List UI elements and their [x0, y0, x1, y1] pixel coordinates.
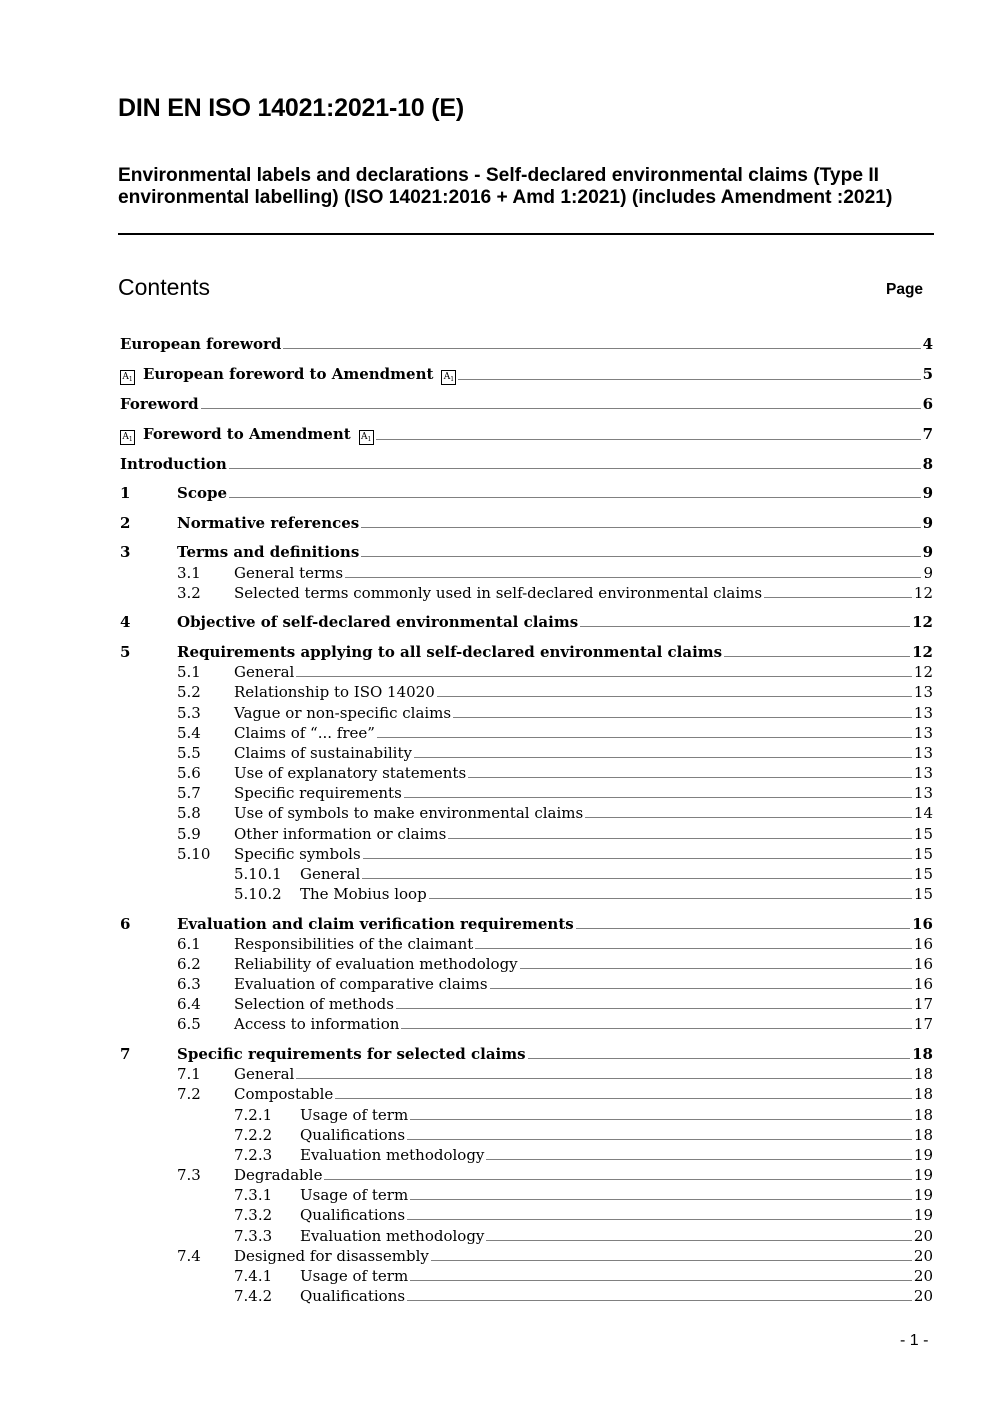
toc-entry[interactable] [120, 783, 933, 803]
toc-entry-number: 6.3 [177, 975, 201, 993]
toc-entry-number: 1 [120, 484, 131, 502]
toc-entry[interactable] [120, 934, 933, 954]
toc-entry-label: General [300, 865, 361, 883]
toc-entry-page: 5 [922, 365, 933, 383]
toc-entry-page: 13 [913, 704, 933, 722]
toc-entry-label: Usage of term [300, 1267, 409, 1285]
toc-entry-page: 19 [913, 1186, 933, 1204]
toc-entry-page: 18 [913, 1085, 933, 1103]
toc-entry-label: Evaluation and claim verification requirements [177, 915, 574, 933]
toc-entry-page: 20 [913, 1247, 933, 1265]
toc-entry-page: 20 [913, 1227, 933, 1245]
toc-entry-number: 6.5 [177, 1015, 201, 1033]
toc-entry-number: 6.2 [177, 955, 201, 973]
toc-entry-label: Evaluation methodology [300, 1227, 485, 1245]
toc-entry[interactable] [120, 703, 933, 723]
toc-entry-page: 13 [913, 744, 933, 762]
toc-entry-label: Objective of self-declared environmental claims [177, 613, 579, 631]
toc-entry[interactable] [120, 1145, 933, 1165]
toc-entry-label: Terms and definitions [177, 543, 360, 561]
toc-entry-page: 9 [922, 543, 933, 561]
toc-entry-number: 7.3 [177, 1166, 201, 1184]
toc-entry-label: Relationship to ISO 14020 [234, 683, 435, 701]
toc-entry[interactable] [120, 1014, 933, 1034]
toc-entry-page: 17 [913, 995, 933, 1013]
toc-entry-number: 7.4.2 [234, 1287, 273, 1305]
dot-leader [407, 1139, 912, 1140]
toc-entry[interactable] [120, 884, 933, 904]
toc-entry-page: 15 [913, 845, 933, 863]
toc-entry-number: 7.2 [177, 1085, 201, 1103]
toc-entry-label: Requirements applying to all self-declared environmental claims [177, 643, 723, 661]
toc-entry-page: 9 [923, 564, 933, 582]
dot-leader [448, 838, 912, 839]
toc-entry-label: European foreword to Amendment [143, 365, 434, 383]
toc-entry-page: 4 [922, 335, 933, 353]
toc-entry-page: 9 [922, 514, 933, 532]
dot-leader [486, 1240, 911, 1241]
toc-entry-label: Usage of term [300, 1186, 409, 1204]
toc-entry-number: 7.4 [177, 1247, 201, 1265]
toc-entry[interactable] [120, 914, 933, 934]
toc-entry-number: 3.1 [177, 564, 201, 582]
toc-entry-number: 7.3.3 [234, 1227, 273, 1245]
toc-entry-label: Qualifications [300, 1126, 406, 1144]
page-column-heading: Page [886, 281, 924, 298]
toc-entry-number: 5.8 [177, 804, 201, 822]
toc-entry-page: 18 [913, 1106, 933, 1124]
toc-entry-label: Compostable [234, 1085, 334, 1103]
toc-entry-number: 5.1 [177, 663, 201, 681]
toc-entry-label: Introduction [120, 455, 227, 473]
toc-entry[interactable] [120, 682, 933, 702]
toc-entry-number: 6.1 [177, 935, 201, 953]
toc-entry[interactable] [120, 454, 933, 474]
toc-entry-label: Vague or non-specific claims [234, 704, 452, 722]
toc-entry-label: General terms [234, 564, 344, 582]
dot-leader [486, 1159, 911, 1160]
toc-entry-label: Responsibilities of the claimant [234, 935, 474, 953]
toc-entry-page: 13 [913, 764, 933, 782]
toc-entry-label: Access to information [234, 1015, 400, 1033]
dot-leader [396, 1008, 912, 1009]
toc-entry-label: Claims of “... free” [234, 724, 375, 742]
toc-entry[interactable] [120, 1185, 933, 1205]
toc-entry-page: 16 [913, 955, 933, 973]
toc-entry-page: 15 [913, 825, 933, 843]
toc-entry-label: Evaluation methodology [300, 1146, 485, 1164]
dot-leader [468, 777, 912, 778]
toc-entry-page: 16 [912, 915, 933, 933]
toc-entry-label: European foreword [120, 335, 282, 353]
toc-entry[interactable] [120, 844, 933, 864]
toc-entry-page: 14 [913, 804, 933, 822]
toc-entry-page: 18 [913, 1126, 933, 1144]
toc-entry-number: 5.10 [177, 845, 211, 863]
toc-entry-page: 16 [913, 975, 933, 993]
dot-leader [410, 1119, 912, 1120]
toc-entry-number: 4 [120, 613, 131, 631]
toc-entry-number: 5 [120, 643, 131, 661]
toc-entry-page: 16 [913, 935, 933, 953]
amendment-start-icon: $A_1$ [120, 370, 135, 385]
toc-entry-number: 7.3.1 [234, 1186, 273, 1204]
toc-entry-number: 6.4 [177, 995, 201, 1013]
toc-entry[interactable] [120, 513, 933, 533]
toc-entry[interactable] [120, 1044, 933, 1064]
amendment-start-icon: $A_1$ [120, 430, 135, 445]
toc-entry-number: 2 [120, 514, 131, 532]
toc-entry[interactable] [120, 583, 933, 603]
toc-entry[interactable] [120, 1266, 933, 1286]
toc-entry-page: 12 [913, 663, 933, 681]
dot-leader [404, 797, 912, 798]
toc-entry-page: 9 [922, 484, 933, 502]
toc-entry-number: 5.5 [177, 744, 201, 762]
dot-leader [410, 1199, 912, 1200]
toc-entry-number: 7.1 [177, 1065, 201, 1083]
toc-entry-label: Selected terms commonly used in self-declared environmental claims [234, 584, 763, 602]
toc-entry-page: 18 [912, 1045, 933, 1063]
toc-entry[interactable] [120, 642, 933, 662]
toc-entry-label: General [234, 663, 295, 681]
toc-entry-label: Use of explanatory statements [234, 764, 467, 782]
dot-leader [520, 968, 912, 969]
toc-entry-number: 5.7 [177, 784, 201, 802]
toc-entry-label: Reliability of evaluation methodology [234, 955, 518, 973]
dot-leader [361, 556, 920, 557]
toc-entry-page: 17 [913, 1015, 933, 1033]
dot-leader [283, 348, 920, 349]
toc-entry[interactable] [120, 994, 933, 1014]
toc-entry-number: 5.2 [177, 683, 201, 701]
toc-entry-label: Usage of term [300, 1106, 409, 1124]
toc-entry[interactable] [120, 483, 933, 503]
toc-entry-label: The Mobius loop [300, 885, 427, 903]
toc-entry-label: Selection of methods [234, 995, 394, 1013]
dot-leader [458, 379, 920, 380]
toc-entry-label: Use of symbols to make environmental claims [234, 804, 584, 822]
dot-leader [361, 527, 920, 528]
toc-entry-page: 20 [913, 1287, 933, 1305]
toc-entry[interactable] [120, 1084, 933, 1104]
dot-leader [296, 676, 912, 677]
toc-entry[interactable] [120, 1064, 933, 1084]
toc-entry-number: 5.4 [177, 724, 201, 742]
document-title: DIN EN ISO 14021:2021-10 (E) [118, 94, 464, 122]
dot-leader [437, 696, 912, 697]
toc-entry[interactable] [120, 612, 933, 632]
toc-entry-label: Normative references [177, 514, 360, 532]
toc-entry[interactable] [120, 763, 933, 783]
dot-leader [335, 1098, 912, 1099]
toc-entry-label: Specific symbols [234, 845, 361, 863]
toc-entry-label: General [234, 1065, 295, 1083]
toc-entry-page: 19 [913, 1146, 933, 1164]
toc-entry-number: 7.4.1 [234, 1267, 273, 1285]
page-number: - 1 - [900, 1332, 929, 1349]
toc-entry[interactable] [120, 1226, 933, 1246]
amendment-end-icon: $A_1$ [359, 430, 374, 445]
toc-entry-label: Designed for disassembly [234, 1247, 429, 1265]
dot-leader [229, 468, 921, 469]
toc-entry[interactable] [120, 723, 933, 743]
toc-entry-page: 13 [913, 683, 933, 701]
toc-entry-number: 5.9 [177, 825, 201, 843]
dot-leader [431, 1260, 912, 1261]
dot-leader [585, 817, 912, 818]
toc-entry-number: 3 [120, 543, 131, 561]
toc-entry[interactable] [120, 394, 933, 414]
toc-entry-label: Other information or claims [234, 825, 447, 843]
toc-entry[interactable] [120, 824, 933, 844]
toc-entry[interactable] [120, 803, 933, 823]
toc-entry[interactable] [120, 743, 933, 763]
dot-leader [580, 626, 910, 627]
toc-entry-label: Qualifications [300, 1287, 406, 1305]
toc-entry[interactable] [120, 954, 933, 974]
toc-entry-number: 5.3 [177, 704, 201, 722]
dot-leader [376, 439, 921, 440]
toc-entry[interactable] [120, 334, 933, 354]
toc-entry-number: 5.6 [177, 764, 201, 782]
toc-entry-page: 7 [922, 425, 933, 443]
dot-leader [453, 717, 912, 718]
toc-entry-number: 7.2.2 [234, 1126, 273, 1144]
toc-entry[interactable] [120, 364, 933, 384]
dot-leader [229, 497, 921, 498]
dot-leader [576, 928, 910, 929]
dot-leader [362, 878, 912, 879]
dot-leader [724, 656, 910, 657]
amendment-end-icon: $A_1$ [441, 370, 456, 385]
toc-entry-label: Foreword [120, 395, 199, 413]
toc-entry-page: 15 [913, 865, 933, 883]
toc-entry[interactable] [120, 864, 933, 884]
toc-entry[interactable] [120, 1286, 933, 1306]
toc-entry-label: Foreword to Amendment [143, 425, 351, 443]
dot-leader [201, 408, 921, 409]
toc-entry-page: 6 [922, 395, 933, 413]
dot-leader [764, 597, 912, 598]
toc-entry[interactable] [120, 542, 933, 562]
toc-entry[interactable] [120, 1105, 933, 1125]
contents-heading: Contents [118, 274, 211, 300]
toc-entry-number: 7.2.3 [234, 1146, 273, 1164]
toc-entry-label: Qualifications [300, 1206, 406, 1224]
toc-entry-page: 15 [913, 885, 933, 903]
toc-entry-label: Claims of sustainability [234, 744, 412, 762]
toc-entry[interactable] [120, 1125, 933, 1145]
toc-entry-label: Degradable [234, 1166, 323, 1184]
toc-entry[interactable] [120, 1165, 933, 1185]
toc-entry-number: 5.10.1 [234, 865, 282, 883]
toc-entry-page: 13 [913, 784, 933, 802]
toc-entry-number: 5.10.2 [234, 885, 282, 903]
toc-entry-label: Scope [177, 484, 228, 502]
toc-entry-label: Specific requirements [234, 784, 402, 802]
toc-entry-page: 8 [922, 455, 933, 473]
toc-entry-page: 20 [913, 1267, 933, 1285]
toc-entry-number: 7 [120, 1045, 131, 1063]
dot-leader [407, 1300, 912, 1301]
toc-entry-page: 12 [912, 613, 933, 631]
dot-leader [490, 988, 912, 989]
dot-leader [363, 858, 912, 859]
toc-entry-number: 7.2.1 [234, 1106, 273, 1124]
toc-entry[interactable] [120, 563, 933, 583]
dot-leader [401, 1028, 912, 1029]
dot-leader [407, 1219, 912, 1220]
toc-entry-label: Evaluation of comparative claims [234, 975, 488, 993]
toc-entry[interactable] [120, 662, 933, 682]
toc-entry-number: 7.3.2 [234, 1206, 273, 1224]
toc-entry-page: 19 [913, 1166, 933, 1184]
dot-leader [345, 577, 921, 578]
toc-entry-page: 19 [913, 1206, 933, 1224]
dot-leader [296, 1078, 912, 1079]
toc-entry[interactable] [120, 974, 933, 994]
toc-entry-label: Specific requirements for selected claims [177, 1045, 526, 1063]
dot-leader [475, 948, 912, 949]
toc-entry[interactable] [120, 1246, 933, 1266]
dot-leader [414, 757, 912, 758]
dot-leader [410, 1280, 912, 1281]
toc-entry-page: 12 [913, 584, 933, 602]
toc-entry[interactable] [120, 1205, 933, 1225]
dot-leader [429, 898, 912, 899]
dot-leader [324, 1179, 911, 1180]
dot-leader [377, 737, 912, 738]
dot-leader [528, 1058, 911, 1059]
toc-entry-page: 12 [912, 643, 933, 661]
toc-entry-number: 3.2 [177, 584, 201, 602]
document-subtitle: Environmental labels and declarations - Self-declared environmental claims (Type II environmental labelling) (ISO 14021:2016 + Amd 1:2021) (includes Amendment :2021) [118, 165, 893, 208]
toc-entry-page: 18 [913, 1065, 933, 1083]
toc-entry-number: 6 [120, 915, 131, 933]
toc-entry-page: 13 [913, 724, 933, 742]
toc-entry[interactable] [120, 424, 933, 444]
